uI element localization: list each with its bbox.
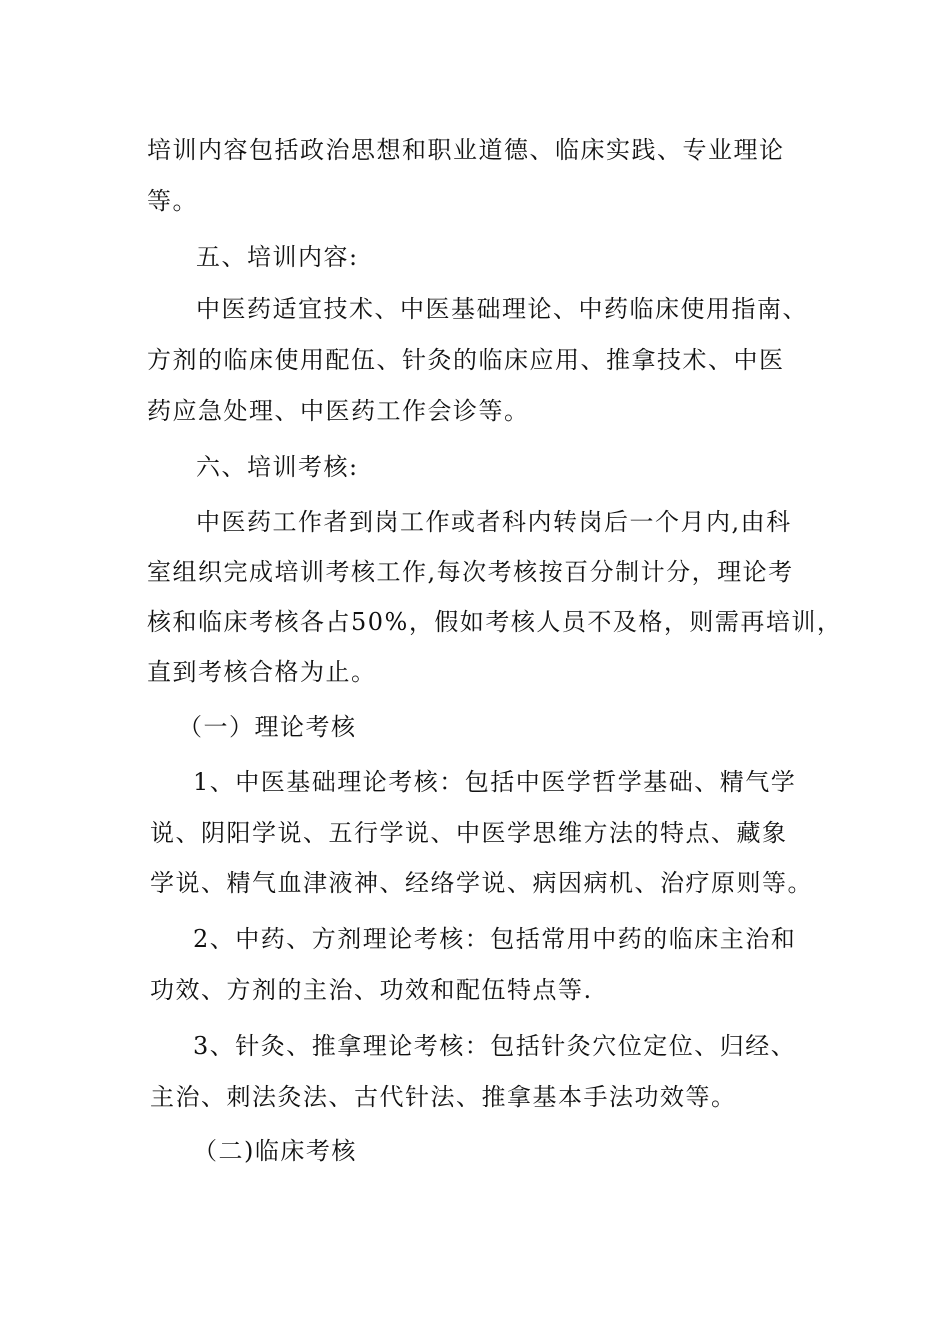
text-line: 1、中医基础理论考核：包括中医学哲学基础、精气学	[193, 768, 797, 796]
text-line: 学说、精气血津液神、经络学说、病因病机、治疗原则等。	[150, 869, 813, 897]
subsection-heading: （二)临床考核	[193, 1137, 357, 1165]
text-line: 功效、方剂的主治、功效和配伍特点等.	[150, 976, 593, 1004]
text-line: 核和临床考核各占50%，假如考核人员不及格，则需再培训，	[147, 608, 843, 636]
text-line: 药应急处理、中医药工作会诊等。	[147, 397, 530, 425]
section-heading: 五、培训内容:	[196, 243, 359, 271]
text-line: 方剂的临床使用配伍、针灸的临床应用、推拿技术、中医	[147, 346, 785, 374]
text-line: 中医药工作者到岗工作或者科内转岗后一个月内,由科	[196, 508, 792, 536]
subsection-heading: （一）理论考核	[178, 713, 357, 741]
text-line: 室组织完成培训考核工作,每次考核按百分制计分，理论考	[147, 558, 794, 586]
text-line: 3、针灸、推拿理论考核：包括针灸穴位定位、归经、	[193, 1032, 797, 1060]
text-line: 中医药适宜技术、中医基础理论、中药临床使用指南、	[196, 295, 808, 323]
text-line: 2、中药、方剂理论考核：包括常用中药的临床主治和	[193, 925, 797, 953]
text-line: 说、阴阳学说、五行学说、中医学思维方法的特点、藏象	[150, 819, 788, 847]
text-line: 培训内容包括政治思想和职业道德、临床实践、专业理论	[147, 136, 785, 164]
text-line: 主治、刺法灸法、古代针法、推拿基本手法功效等。	[150, 1083, 737, 1111]
text-line: 直到考核合格为止。	[147, 658, 377, 686]
text-line: 等。	[147, 187, 198, 215]
section-heading: 六、培训考核:	[196, 453, 359, 481]
